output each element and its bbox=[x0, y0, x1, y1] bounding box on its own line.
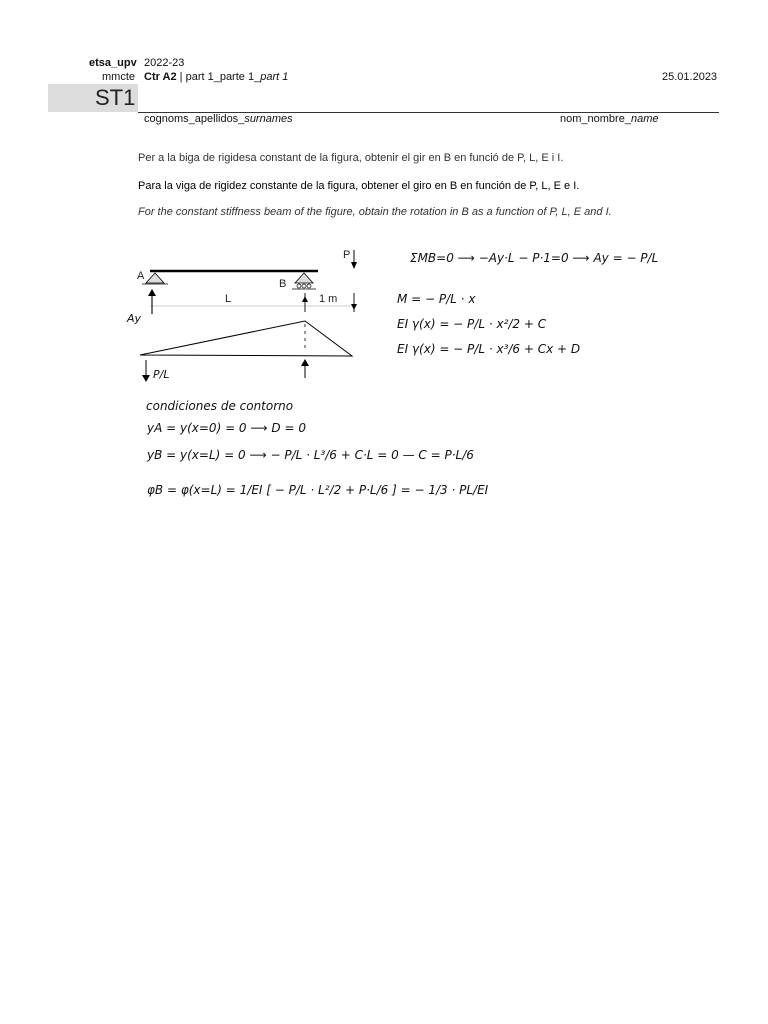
surnames-main: apellidos_ bbox=[194, 113, 245, 125]
academic-year: 2022-23 bbox=[144, 57, 185, 69]
eq-rotation: EI γ(x) = − P/L · x²/2 + C bbox=[397, 317, 547, 331]
name-main: nombre_ bbox=[587, 113, 631, 125]
sheet-label: ST1 bbox=[95, 85, 136, 110]
name-prefix: nom_ bbox=[560, 113, 588, 125]
problem-es: Para la viga de rigidez constante de la figura, obtener el giro en B en función de P, L, E e I. bbox=[138, 180, 580, 192]
exam-date: 25.01.2023 bbox=[662, 71, 718, 83]
course-code: Ctr A2 bbox=[144, 71, 177, 83]
label-b: B bbox=[279, 278, 287, 290]
eq-bc-a: yA = y(x=0) = 0 ⟶ D = 0 bbox=[147, 421, 306, 435]
surnames-prefix: cognoms_ bbox=[144, 113, 195, 125]
label-a: A bbox=[137, 270, 145, 282]
eq-moment: M = − P/L · x bbox=[397, 292, 476, 306]
eq-moment-sum: ΣMB=0 ⟶ −Ay·L − P·1=0 ⟶ Ay = − P/L bbox=[410, 251, 659, 265]
problem-en: For the constant stiffness beam of the figure, obtain the rotation in B as a function of P, L, E and I. bbox=[138, 206, 612, 218]
support-b-icon bbox=[295, 273, 313, 283]
eq-deflection: EI γ(x) = − P/L · x³/6 + Cx + D bbox=[397, 342, 581, 356]
problem-ca: Per a la biga de rigidesa constant de la figura, obtenir el gir en B en funció de P, L, E i I. bbox=[138, 152, 564, 164]
label-ay: Ay bbox=[127, 312, 142, 325]
boundary-title: condiciones de contorno bbox=[146, 399, 294, 413]
reaction-label: P/L bbox=[153, 368, 170, 381]
support-a-icon bbox=[146, 273, 164, 283]
course-part: | part 1_parte 1_ bbox=[176, 71, 261, 83]
school-name: etsa_upv bbox=[89, 57, 137, 69]
eq-rotation-b: φB = φ(x=L) = 1/EI [ − P/L · L²/2 + P·L/6 ] = − 1/3 · PL/EI bbox=[147, 483, 489, 497]
label-p: P bbox=[343, 249, 351, 261]
moment-diagram bbox=[140, 321, 352, 356]
department: mmcte bbox=[102, 71, 135, 83]
label-l: L bbox=[225, 293, 232, 305]
label-1m: 1 m bbox=[319, 293, 338, 305]
eq-bc-b: yB = y(x=L) = 0 ⟶ − P/L · L³/6 + C·L = 0 — C = P·L/6 bbox=[147, 448, 474, 462]
name-en: name bbox=[630, 113, 659, 125]
surnames-en: surnames bbox=[244, 113, 293, 125]
course-part-en: part 1 bbox=[260, 71, 289, 83]
